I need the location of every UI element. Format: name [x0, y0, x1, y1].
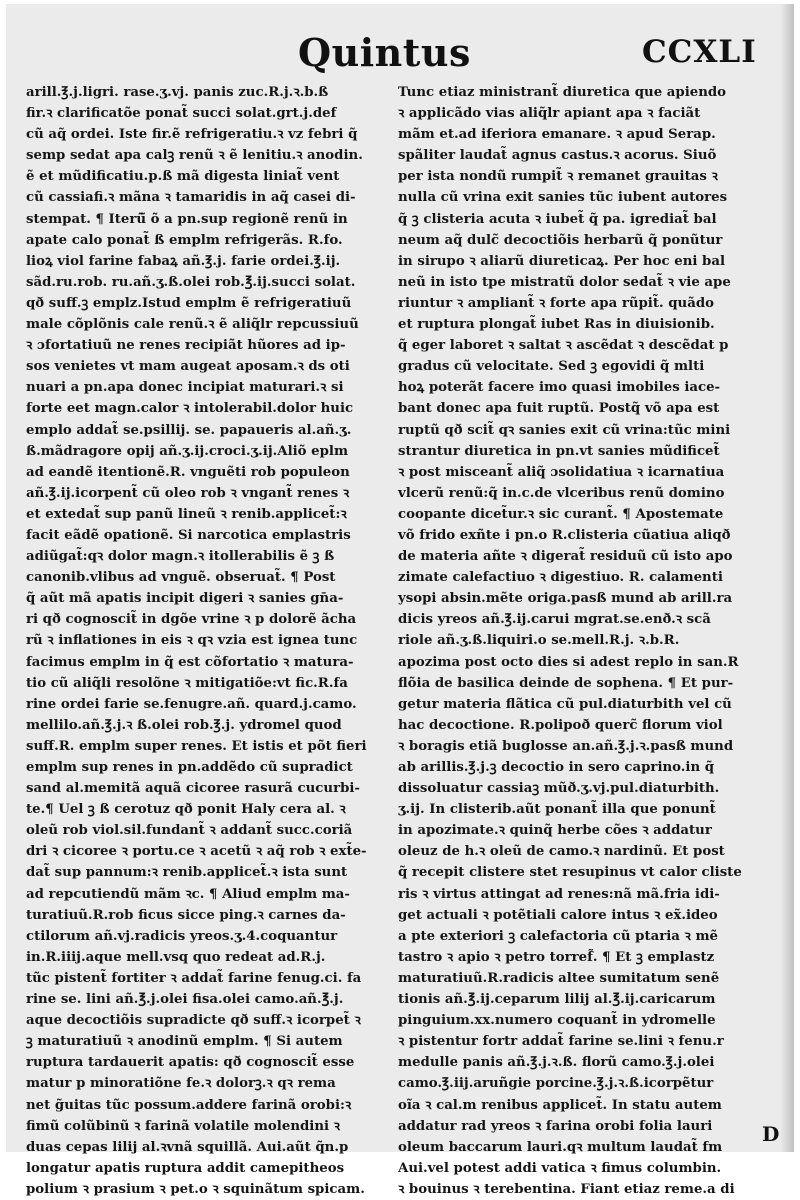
- text-line: adiũgat̃:qꝛ dolor magn.ꝛ itollerabilis ẽ ꝫ ß: [26, 549, 335, 565]
- text-line: ri qð cognoscit̃ in dgõe vrine ꝛ p dolorẽ ãcha: [26, 612, 357, 628]
- text-line: oleũ rob viol.sil.fundant̃ ꝛ addant̃ succ.coriã: [26, 823, 353, 839]
- text-line: bant donec apa fuit ruptũ. Postq̃ võ apa est: [398, 401, 720, 417]
- text-line: rine ordei farie se.fenugre.añ. quard.j.camo.: [26, 696, 357, 712]
- text-line: emplo addat̃ se.psillij. se. papaueris al.añ.ʒ.: [26, 422, 352, 438]
- text-line: get actuali ꝛ potẽtiali calore intus ꝛ ex̃.ideo: [398, 907, 718, 923]
- text-line: rine se. lini añ.℥.j.olei fisa.olei camo.añ.℥.j.: [26, 992, 344, 1008]
- text-line: oleum baccarum lauri.qꝛ multum laudat̃ fm: [398, 1139, 723, 1155]
- text-line: ruptura tardauerit apatis: qð cognoscit̃ esse: [26, 1055, 355, 1071]
- text-line: canonib.vlibus ad vnguẽ. obseruat̃. ¶ Post: [26, 570, 336, 586]
- text-line: dat̃ sup pannum:ꝛ renib.applicet̃.ꝛ ista sunt: [26, 865, 348, 881]
- text-line: vlcerũ renũ:q̃ in.c.de vlceribus renũ domino: [398, 485, 725, 501]
- text-line: ꝛ ɔfortatiuũ ne renes recipiãt hũores ad ip-: [26, 338, 346, 354]
- text-line: zimate calefactiuo ꝛ digestiuo. R. calamenti: [398, 570, 723, 586]
- text-line: riuntur ꝛ ampliant̃ ꝛ forte apa rũpit̃. quãdo: [398, 295, 714, 311]
- text-line: spãliter laudat̃ agnus castus.ꝛ acorus. Siuõ: [398, 148, 717, 164]
- text-line: cũ cassiafi.ꝛ mãna ꝛ tamaridis in aq̃ casei di-: [26, 190, 356, 206]
- text-line: tionis añ.℥.ij.ceparum lilij al.℥.ij.caricarum: [398, 992, 716, 1008]
- text-line: addatur rad yreos ꝛ farina orobi folia lauri: [398, 1118, 713, 1134]
- text-line: tio cũ aliq̃li resolõne ꝛ mitigatiõe:vt fic.R.fa: [26, 675, 348, 691]
- text-line: turatiuũ.R.rob ficus sicce ping.ꝛ carnes da-: [26, 907, 346, 923]
- text-line: male cõplõnis cale renũ.ꝛ ẽ aliq̃lr repcussiuũ: [26, 317, 359, 333]
- text-line: facimus emplm in q̃ est cõfortatio ꝛ matura-: [26, 654, 354, 670]
- text-line: semp sedat apa calꝫ renũ ꝛ ẽ lenitiu.ꝛ anodin.: [26, 148, 363, 164]
- text-line: dissoluatur cassiaꝫ mũð.ʒ.vj.pul.diaturbith.: [398, 781, 720, 797]
- running-head: Quintus: [298, 30, 471, 75]
- text-line: aque decoctiõis supradicte qð suff.ꝛ icorpet̃ ꝛ: [26, 1013, 361, 1029]
- text-line: hoꝝ poterãt facere imo quasi imobiles iace-: [398, 380, 721, 396]
- text-line: suff.R. emplm super renes. Et istis et põt fieri: [26, 738, 367, 754]
- text-line: sand al.memitã aquã cicoree rasurã cucurbi-: [26, 781, 360, 797]
- text-line: q̃ aũt mã apatis incipit digeri ꝛ sanies gn̄a-: [26, 591, 344, 607]
- text-line: qð suff.ꝫ emplz.Istud emplm ẽ refrigeratiuũ: [26, 295, 352, 311]
- text-line: nulla cũ vrina exit sanies tũc iubent autores: [398, 190, 728, 206]
- text-line: in.R.iiij.aque mell.vsq quo redeat ad.R.j.: [26, 949, 326, 965]
- text-line: coopante dicet̃ur.ꝛ sic curant̃. ¶ Apostemate: [398, 506, 724, 522]
- text-line: ꝛ pistentur fortr addat̃ farine se.lini ꝛ fenu.r: [398, 1034, 724, 1050]
- text-line: in apozimate.ꝛ quinq̃ herbe cões ꝛ addatur: [398, 823, 712, 839]
- text-line: añ.℥.ij.icorpent̃ cũ oleo rob ꝛ vngant̃ renes ꝛ: [26, 485, 350, 501]
- text-line: q̃ ꝫ clisteria acuta ꝛ iubet̃ q̃ pa. igrediat̃ bal: [398, 211, 717, 227]
- text-line: rũ ꝛ inflationes in eis ꝛ qꝛ vzia est ignea tunc: [26, 633, 358, 649]
- text-line: hac decoctione. R.polipoð querc̃ florum viol: [398, 717, 723, 733]
- text-line: dicis yreos añ.℥.ij.carui mgrat.se.enð.ꝛ scã: [398, 612, 711, 628]
- text-line: ysopi absin.mẽte origa.pasß mund ab arill.ra: [398, 591, 733, 607]
- text-line: mellilo.añ.℥.j.ꝛ ß.olei rob.℥.j. ydromel quod: [26, 717, 342, 733]
- text-line: ab arillis.℥.j.ꝫ decoctio in sero caprino.in q̃: [398, 760, 715, 775]
- signature-mark: D: [762, 1122, 780, 1146]
- text-line: lioꝝ viol farine fabaꝝ añ.℥.j. farie ordei.℥.ij.: [26, 253, 341, 269]
- text-line: apozima post octo dies si adest replo in san.R: [398, 654, 739, 670]
- text-line: polium ꝛ prasium ꝛ pet.o ꝛ squinãtum spicam.: [26, 1181, 365, 1197]
- text-line: strantur diuretica in pn.vt sanies mũdificet̃: [398, 443, 720, 459]
- text-line: ad repcutiendũ mãm ꝛc. ¶ Aliud emplm ma-: [26, 886, 350, 902]
- text-line: apate calo ponat̃ ß emplm refrigerãs. R.fo.: [26, 232, 343, 248]
- text-line: a pte exteriori ꝫ calefactoria cũ ptaria ꝛ mẽ: [398, 928, 718, 944]
- text-line: tũc pistent̃ fortiter ꝛ addat̃ farine fenug.ci. fa: [26, 970, 362, 986]
- text-line: getur materia flãtica cũ pul.diaturbith vel cũ: [398, 696, 732, 712]
- left-text-column: [26, 82, 398, 1200]
- text-line: tastro ꝛ apio ꝛ petro torref̃. ¶ Et ꝫ emplastz: [398, 949, 715, 965]
- text-line: ris ꝛ virtus attingat ad renes:nã mã.fria idi-: [398, 886, 720, 902]
- text-line: ʒ.ij. In clisterib.aũt ponant̃ illa que ponunt̃: [398, 802, 716, 818]
- text-line: forte eet magn.calor ꝛ intolerabil.dolor huic: [26, 401, 354, 417]
- book-page: [6, 4, 794, 1197]
- text-line: võ frido exñte i pn.o R.clisteria cũatiua aliqð: [398, 527, 731, 543]
- text-line: flõia de basilica deinde de sophena. ¶ Et pur-: [398, 675, 734, 691]
- text-line: arill.℥.j.ligri. rase.ʒ.vj. panis zuc.R.j.ꝛ.b.ß: [26, 85, 329, 100]
- text-line: ꝫ maturatiuũ ꝛ anodinũ emplm. ¶ Si autem: [26, 1034, 343, 1050]
- text-line: fimũ colũbinũ ꝛ farinã volatile molendini ꝛ: [26, 1118, 340, 1134]
- text-line: nuari a pn.apa donec incipiat maturari.ꝛ si: [26, 380, 344, 396]
- text-line: sãd.ru.rob. ru.añ.ʒ.ß.olei rob.℥.ij.succi solat.: [26, 274, 356, 290]
- text-line: ctilorum añ.vj.radicis yreos.ʒ.4.coquantur: [26, 928, 338, 944]
- text-line: et ruptura plongat̃ iubet Ras in diuisionib.: [398, 317, 715, 333]
- text-line: medulle panis añ.℥.j.ꝛ.ß. florũ camo.℥.j.olei: [398, 1055, 715, 1071]
- text-line: camo.℥.iij.aruñgie porcine.℥.j.ꝛ.ß.icorpẽtur: [398, 1076, 714, 1092]
- text-line: oleuz de h.ꝛ oleũ de camo.ꝛ nardinũ. Et post: [398, 844, 725, 860]
- text-line: q̃ recepit clistere stet resupinus vt calor cliste: [398, 865, 742, 881]
- text-line: in sirupo ꝛ aliarũ diureticaꝝ. Per hoc eni bal: [398, 253, 726, 269]
- text-line: oĩa ꝛ cal.m renibus applicet̃. In statu autem: [398, 1097, 722, 1113]
- text-line: ꝛ applicãdo vias aliq̃lr apiant apa ꝛ faciãt: [398, 106, 701, 122]
- text-line: mãm et.ad iferiora emanare. ꝛ apud Serap.: [398, 127, 716, 143]
- text-line: dri ꝛ cicoree ꝛ portu.ce ꝛ acetũ ꝛ aq̃ rob ꝛ ext̃e-: [26, 844, 367, 860]
- text-line: neum aq̃ dulc̃ decoctiõis herbarũ q̃ ponũtur: [398, 232, 723, 248]
- text-line: ꝛ bouinus ꝛ terebentina. Fiant etiaz reme.a di: [398, 1181, 735, 1197]
- text-line: emplm sup renes in pn.addẽdo cũ supradict: [26, 760, 353, 775]
- text-line: gradus cũ velocitate. Sed ꝫ egovidi q̃ mlti: [398, 359, 705, 375]
- right-text-column: [398, 82, 770, 1200]
- text-line: et extedat̃ sup panũ lineũ ꝛ renib.applicet̃:ꝛ: [26, 506, 347, 522]
- text-line: maturatiuũ.R.radicis altee sumitatum senẽ: [398, 970, 720, 986]
- text-line: te.¶ Uel ꝫ ß cerotuz qð ponit Haly cera al. ꝛ: [26, 802, 346, 818]
- text-line: stempat. ¶ Iterũ̃ õ a pn.sup regionẽ renũ in: [26, 211, 348, 227]
- text-line: Tunc etiaz ministrant̃ diuretica que apiendo: [398, 85, 727, 100]
- text-line: ß.mãdragore opij añ.ʒ.ij.croci.ʒ.ij.Aliõ eplm: [26, 443, 349, 459]
- text-line: ꝛ boragis etiã buglosse an.añ.℥.j.ꝛ.pasß mund: [398, 738, 734, 754]
- text-line: cũ aq̃ ordei. Iste fir.ẽ refrigeratiu.ꝛ vz febri q̃: [26, 127, 358, 143]
- folio-number: CCXLI: [642, 34, 757, 70]
- text-line: net g̃uitas tũc possum.addere farinã orobi:ꝛ: [26, 1097, 352, 1113]
- text-line: ad eandẽ itentionẽ.R. vnguẽti rob populeon: [26, 464, 350, 480]
- text-line: de materia añte ꝛ digerat̃ residuũ cũ isto apo: [398, 549, 733, 565]
- text-line: fir.ꝛ clarificatõe ponat̃ succi solat.grt.j.def: [26, 106, 337, 122]
- text-line: sos venietes vt mam augeat aposam.ꝛ ds oti: [26, 359, 350, 375]
- text-line: longatur apatis ruptura addit camepitheos: [26, 1160, 345, 1176]
- text-line: duas cepas lilij al.ꝛvnã squillã. Aui.aũt q̃n.p: [26, 1139, 349, 1155]
- page-edge-shadow: [780, 4, 794, 1152]
- text-line: facit eãdẽ opationẽ. Si narcotica emplastris: [26, 527, 351, 543]
- text-line: matur p minoratiõne fe.ꝛ dolorꝫ.ꝛ qꝛ rema: [26, 1076, 336, 1092]
- text-line: q̃ eger laboret ꝛ saltat ꝛ ascẽdat ꝛ descẽdat p: [398, 338, 729, 354]
- text-line: riole añ.ʒ.ß.liquiri.o se.mell.R.j. ꝛ.b.R.: [398, 633, 680, 649]
- text-line: per ista nondũ rumpit̃ ꝛ remanet grauitas ꝛ: [398, 169, 718, 185]
- text-line: Aui.vel potest addi vatica ꝛ fimus columbin.: [398, 1160, 722, 1176]
- text-line: ruptũ qð scit̃ qꝛ sanies exit cũ vrina:tũc mini: [398, 422, 731, 438]
- text-line: neũ in isto tpe mistratũ dolor sedat̃ ꝛ vie ape: [398, 274, 731, 290]
- text-line: pinguium.xx.numero coquant̃ in ydromelle: [398, 1013, 716, 1029]
- text-line: ꝛ post misceant̃ aliq̃ ɔsolidatiua ꝛ icarnatiua: [398, 464, 725, 480]
- text-line: ẽ et mũdificatiu.p.ß mã digesta liniat̃ vent: [26, 169, 340, 185]
